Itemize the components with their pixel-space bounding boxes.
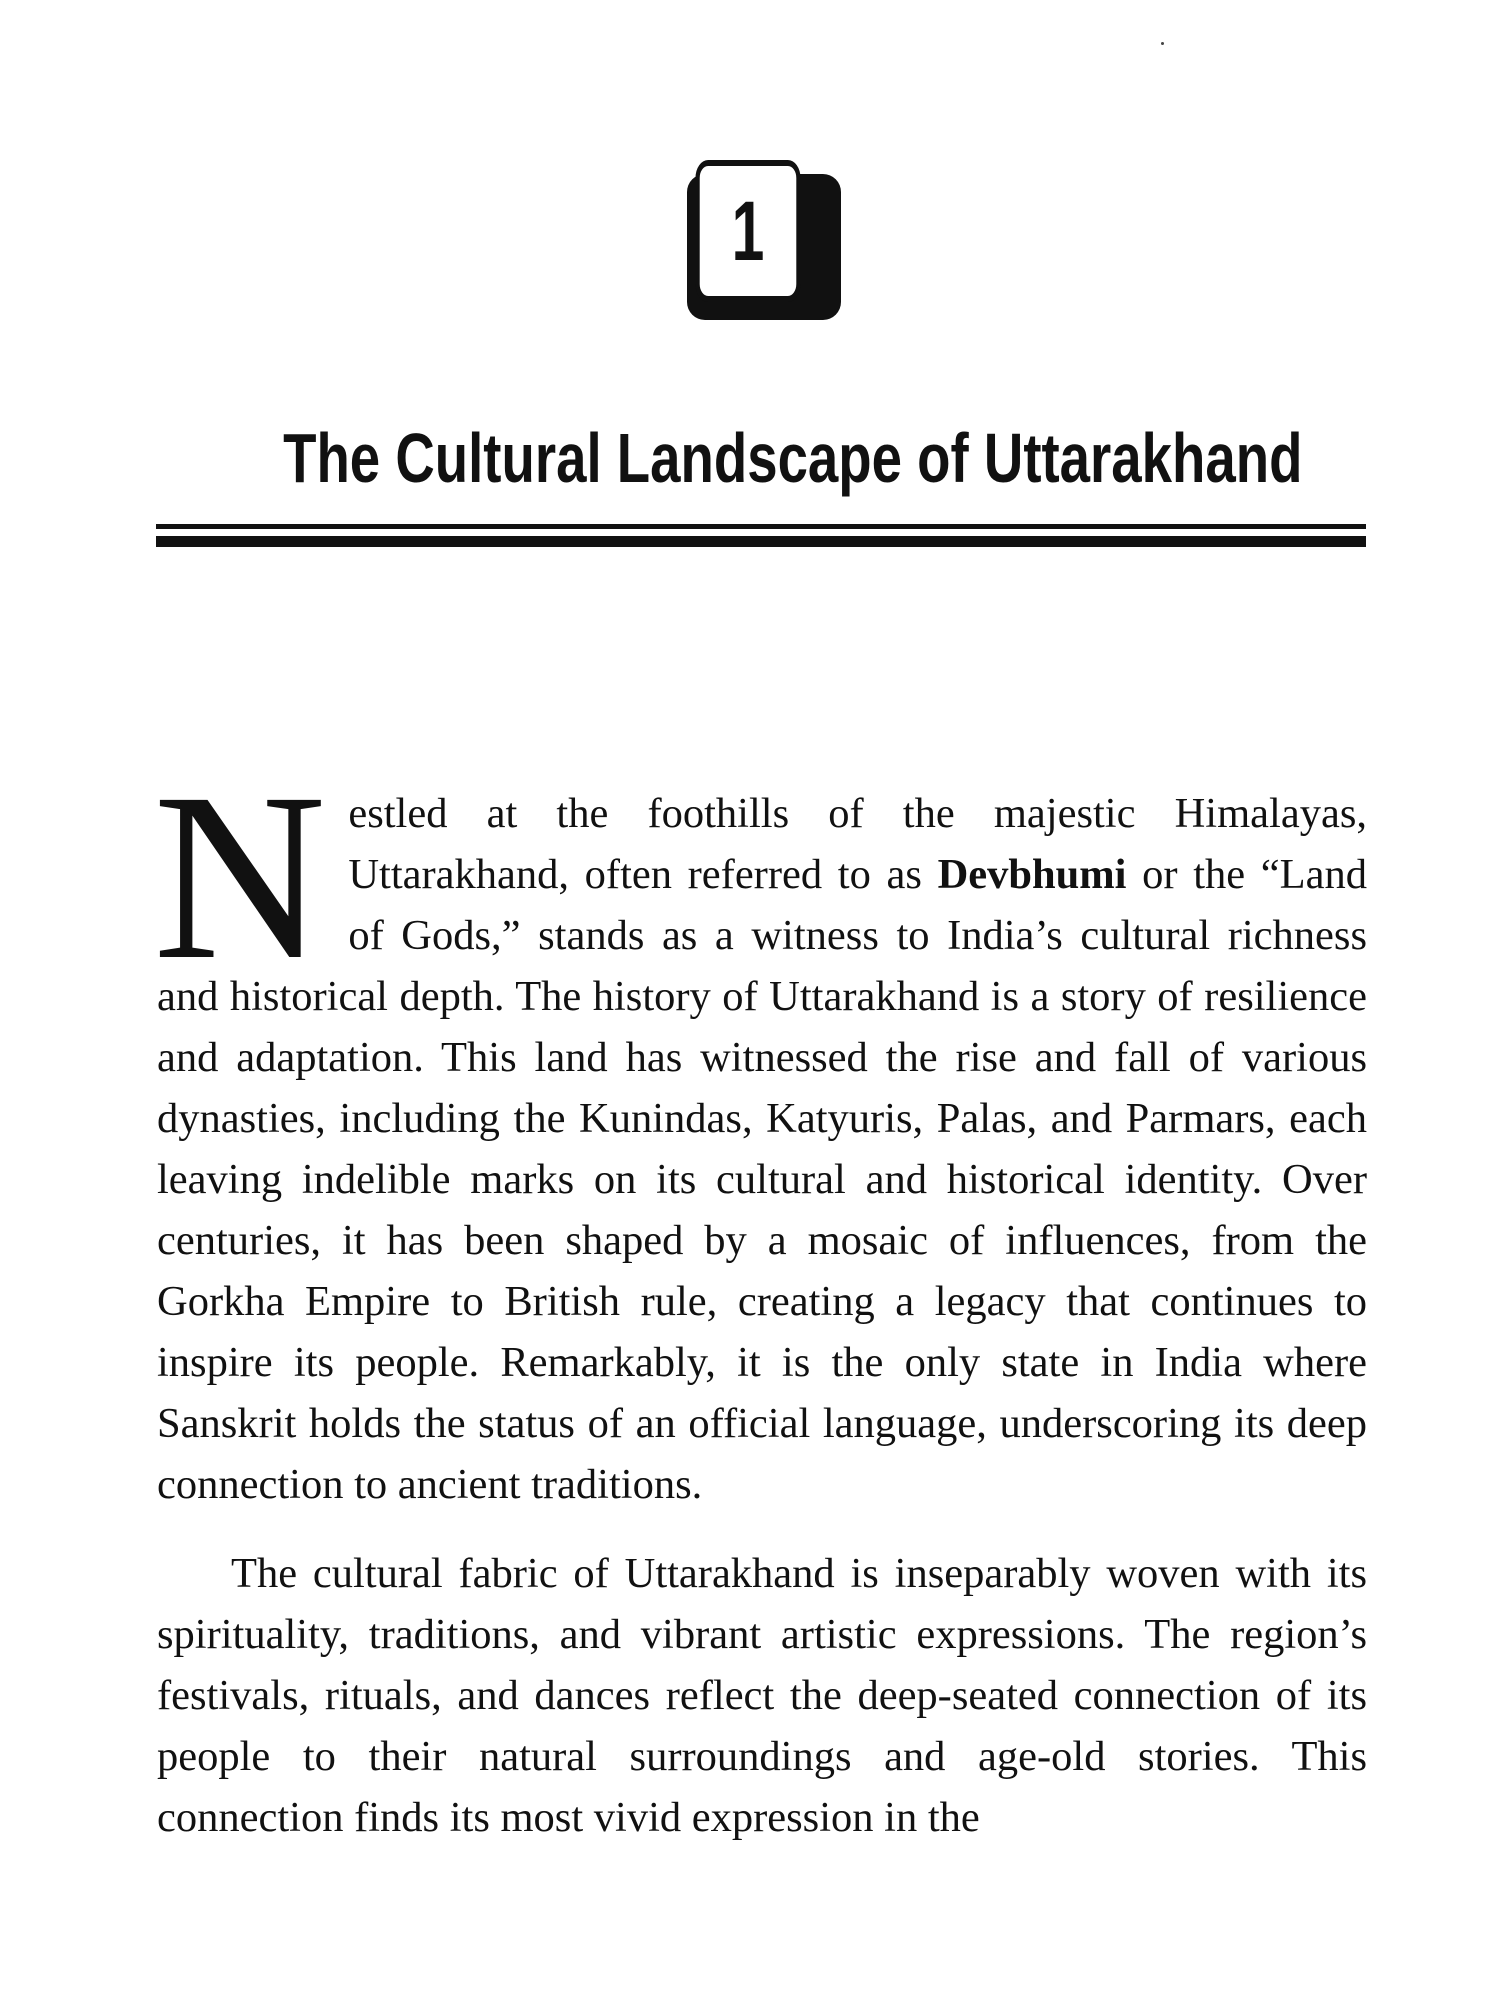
chapter-number-box — [673, 160, 849, 330]
body-text — [153, 743, 1367, 1848]
bold-term-devbhumi: Devbhumi — [937, 851, 1127, 898]
chapter-title: The Cultural Landscape of Uttarakhand — [283, 419, 1303, 497]
scan-speck — [1161, 42, 1164, 45]
title-rule-thick — [156, 536, 1366, 547]
paragraph-1-text-start: estled at the foothills of the majestic Himalayas, Uttarakhand, often referred to as — [348, 790, 1367, 898]
paragraph-1-text-rest: or the “Land of Gods,” stands as a witness to India’s cultural richness and historical depth. The history of Uttarakhand is a story of resilience and adaptation. This land has witnessed the rise and fall of various dynasties, including the Kunindas, Katyuris, Palas, and Parmars, each leaving indelible marks on its cultural and historical identity. Over centuries, it has been shaped by a mosaic of influences, from the Gorkha Empire to British rule, creating a legacy that continues to inspire its people. Remarkably, it is the only state in India where Sanskrit holds the status of an official language, underscoring its deep connection to ancient traditions. — [157, 851, 1367, 1508]
paragraph-2: The cultural fabric of Uttarakhand is inseparably woven with its spirituality, traditions, and vibrant artistic expressions. The region’s festivals, rituals, and dances reflect the deep-seated connection of its people to their natural surroundings and age-old stories. This connection finds its most vivid expression in the — [157, 1550, 1367, 1841]
chapter-number-frame — [696, 160, 801, 302]
drop-cap: N — [153, 743, 327, 1009]
title-rule-thin — [156, 524, 1366, 529]
paragraph-1 — [153, 743, 1367, 1515]
chapter-number: 1 — [731, 184, 765, 278]
